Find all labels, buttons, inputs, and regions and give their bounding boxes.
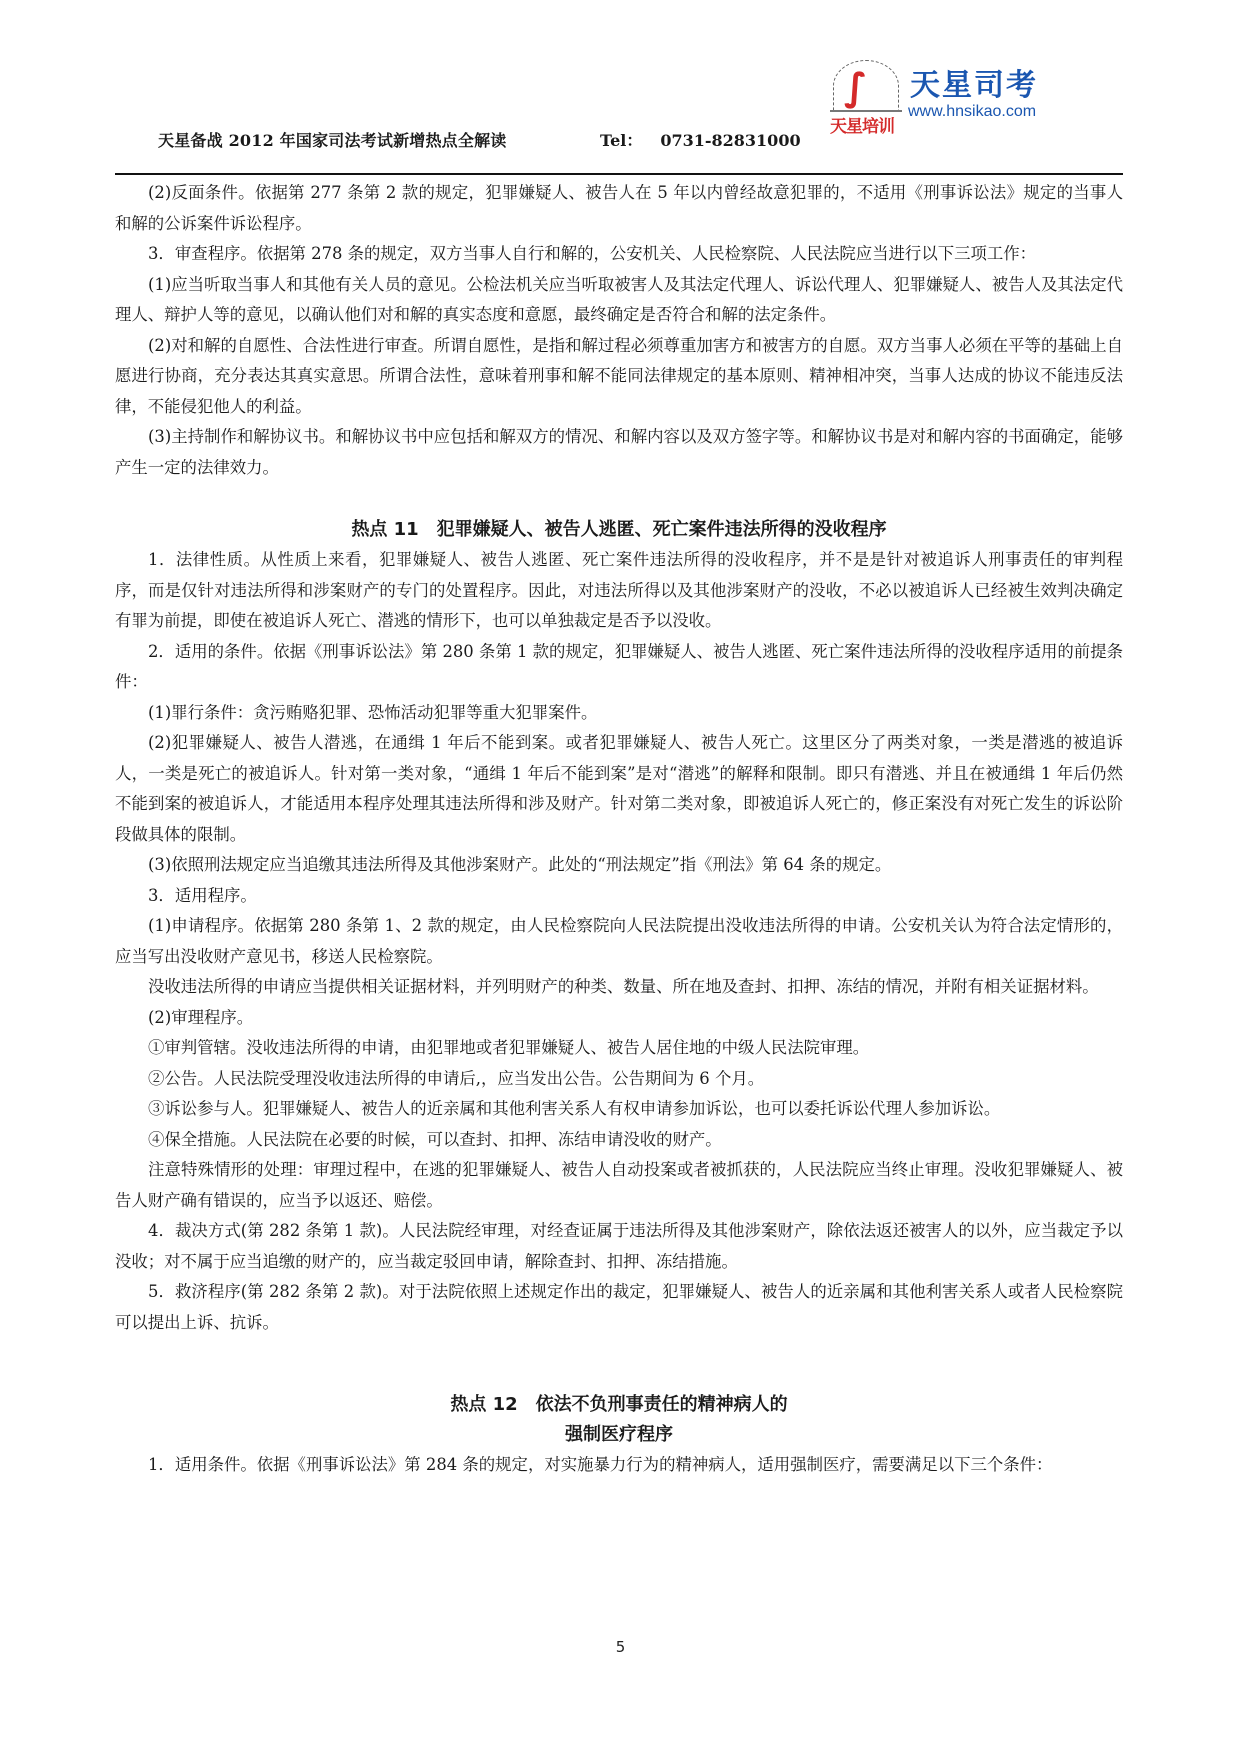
list-item: ②公告。人民法院受理没收违法所得的申请后,，应当发出公告。公告期间为 6 个月。 <box>148 1068 765 1088</box>
paragraph: (1)申请程序。依据第 280 条第 1、2 款的规定，由人民检察院向人民法院提出没收违法所得的申请。公安机关认为符合法定情形的，应当写出没收财产意见书，移送人民检察院。 <box>115 916 1123 966</box>
paragraph: 1．适用条件。依据《刑事诉讼法》第 284 条的规定，对实施暴力行为的精神病人，适用强制医疗，需要满足以下三个条件： <box>148 1455 1053 1474</box>
logo-brand-name: 天星司考 <box>910 68 1038 103</box>
list-item: ④保全措施。人民法院在必要的时候，可以查封、扣押、冻结申请没收的财产。 <box>148 1129 722 1149</box>
document-body <box>115 178 1123 1481</box>
paragraph: (2)对和解的自愿性、合法性进行审查。所谓自愿性，是指和解过程必须尊重加害方和被害方的自愿。双方当事人必须在平等的基础上自愿进行协商，充分表达其真实意思。所谓合法性，意味着刑事和解不能同法律规定的基本原则、精神相冲突，当事人达成的协议不能违反法律，不能侵犯他人的利益。 <box>115 335 1123 416</box>
header-telephone <box>600 128 801 151</box>
paragraph: 4．裁决方式(第 282 条第 1 款)。人民法院经审理，对经查证属于违法所得及其他涉案财产，除依法返还被害人的以外，应当裁定予以没收；对不属于应当追缴的财产的，应当裁定驳回申请，解除查封、扣押、冻结措施。 <box>115 1221 1123 1271</box>
spacer <box>115 1338 1123 1390</box>
paragraph: 注意特殊情形的处理：审理过程中，在逃的犯罪嫌疑人、被告人自动投案或者被抓获的，人民法院应当终止审理。没收犯罪嫌疑人、被告人财产确有错误的，应当予以返还、赔偿。 <box>115 1160 1123 1210</box>
tianxing-logo <box>830 54 1130 138</box>
paragraph: 2．适用的条件。依据《刑事诉讼法》第 280 条第 1 款的规定，犯罪嫌疑人、被告人逃匿、死亡案件违法所得的没收程序适用的前提条件： <box>115 641 1123 691</box>
paragraph: (1)应当听取当事人和其他有关人员的意见。公检法机关应当听取被害人及其法定代理人、诉讼代理人、犯罪嫌疑人、被告人及其法定代理人、辩护人等的意见，以确认他们对和解的真实态度和意愿，最终确定是否符合和解的法定条件。 <box>115 274 1123 324</box>
list-item: ①审判管辖。没收违法所得的申请，由犯罪地或者犯罪嫌疑人、被告人居住地的中级人民法院审理。 <box>148 1038 870 1057</box>
paragraph: (2)审理程序。 <box>148 1007 254 1027</box>
tel-number: 0731-82831000 <box>660 131 801 150</box>
paragraph: (3)主持制作和解协议书。和解协议书中应包括和解双方的情况、和解内容以及双方签字等。和解协议书是对和解内容的书面确定，能够产生一定的法律效力。 <box>115 427 1123 477</box>
paragraph: 没收违法所得的申请应当提供相关证据材料，并列明财产的种类、数量、所在地及查封、扣押、冻结的情况，并附有相关证据材料。 <box>148 977 1099 996</box>
page-header <box>115 60 1123 174</box>
section-heading-12-line2: 强制医疗程序 <box>565 1424 673 1445</box>
page-number: 5 <box>615 1638 626 1656</box>
header-title: 天星备战 2012 年国家司法考试新增热点全解读 <box>158 131 507 150</box>
logo-squiggle-icon: ∫ <box>844 65 868 109</box>
header-rule <box>115 173 1123 175</box>
logo-emblem-icon <box>830 60 902 137</box>
section-heading-11: 热点 11 犯罪嫌疑人、被告人逃匿、死亡案件违法所得的没收程序 <box>351 519 887 540</box>
paragraph: 5．救济程序(第 282 条第 2 款)。对于法院依照上述规定作出的裁定，犯罪嫌疑人、被告人的近亲属和其他利害关系人或者人民检察院可以提出上诉、抗诉。 <box>115 1282 1123 1332</box>
paragraph: (3)依照刑法规定应当追缴其违法所得及其他涉案财产。此处的“刑法规定”指《刑法》第 64 条的规定。 <box>148 855 892 874</box>
paragraph: (2)反面条件。依据第 277 条第 2 款的规定，犯罪嫌疑人、被告人在 5 年以内曾经故意犯罪的，不适用《刑事诉讼法》规定的当事人和解的公诉案件诉讼程序。 <box>115 183 1123 233</box>
section-heading-12-line1: 热点 12 依法不负刑事责任的精神病人的 <box>450 1394 788 1415</box>
paragraph: 1．法律性质。从性质上来看，犯罪嫌疑人、被告人逃匿、死亡案件违法所得的没收程序，并不是是针对被追诉人刑事责任的审判程序，而是仅针对违法所得和涉案财产的专门的处置程序。因此，对违法所得以及其他涉案财产的没收，不必以被追诉人已经被生效判决确定有罪为前提，即使在被追诉人死亡、潜逃的情形下，也可以单独裁定是否予以没收。 <box>115 550 1123 630</box>
spacer <box>115 483 1123 515</box>
paragraph: 3．适用程序。 <box>148 885 257 905</box>
paragraph: (2)犯罪嫌疑人、被告人潜逃，在通缉 1 年后不能到案。或者犯罪嫌疑人、被告人死亡。这里区分了两类对象，一类是潜逃的被追诉人，一类是死亡的被追诉人。针对第一类对象，“通缉 1 年后不能到案”是对“潜逃”的解释和限制。即只有潜逃、并且在被通缉 1 年后仍然不能到案的被追诉人，才能适用本程序处理其违法所得和涉及财产。针对第二类对象，即被追诉人死亡的，修正案没有对死亡发生的诉讼阶段做具体的限制。 <box>115 733 1123 844</box>
logo-sub-name: 天星培训 <box>830 117 894 137</box>
logo-url: www.hnsikao.com <box>908 103 1037 120</box>
paragraph: 3．审查程序。依据第 278 条的规定，双方当事人自行和解的，公安机关、人民检察院、人民法院应当进行以下三项工作： <box>148 244 1037 263</box>
paragraph: (1)罪行条件：贪污贿赂犯罪、恐怖活动犯罪等重大犯罪案件。 <box>148 702 598 722</box>
tel-label: Tel： <box>600 131 643 150</box>
list-item: ③诉讼参与人。犯罪嫌疑人、被告人的近亲属和其他利害关系人有权申请参加诉讼，也可以委托诉讼代理人参加诉讼。 <box>148 1099 1001 1118</box>
